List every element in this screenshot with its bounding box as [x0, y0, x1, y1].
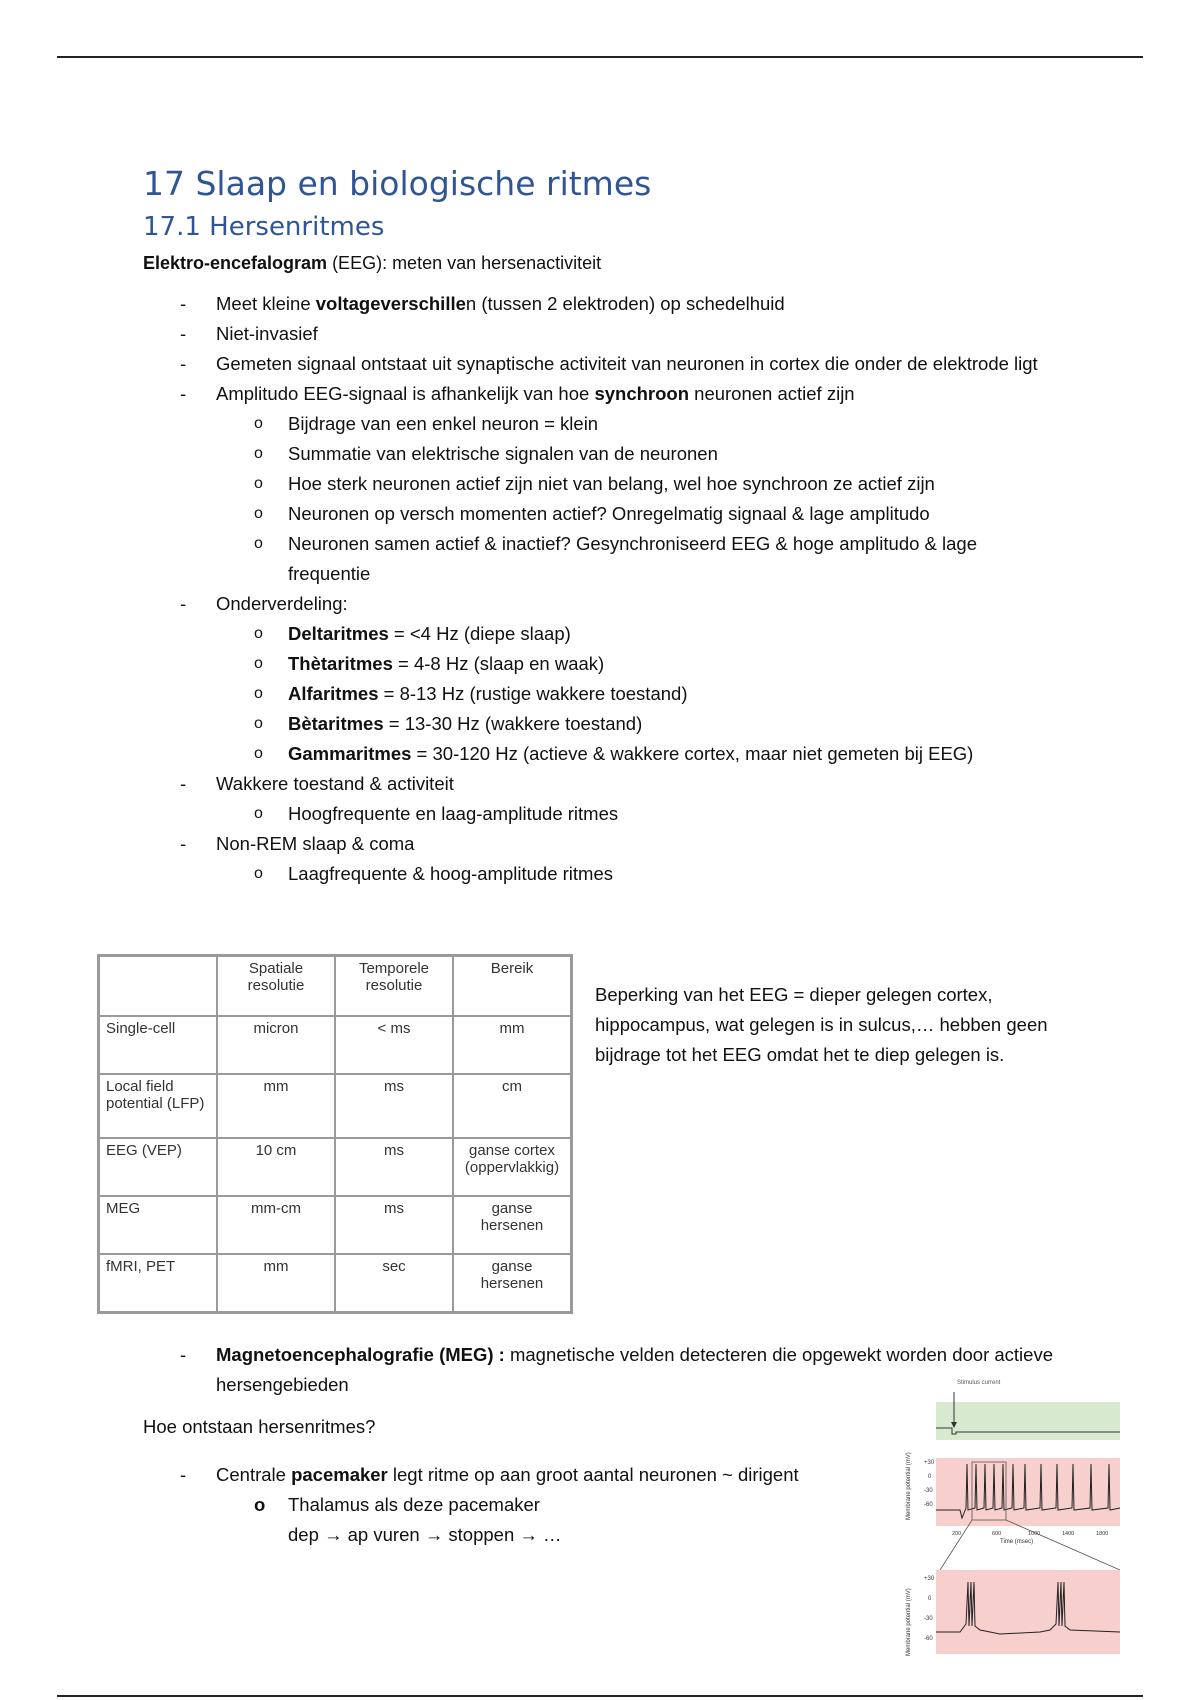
ytick: 0	[928, 1596, 932, 1602]
upper-trace-panel	[936, 1458, 1120, 1526]
ytick: -30	[924, 1488, 933, 1494]
ytick: -60	[924, 1636, 933, 1642]
xlabel: Time (msec)	[1000, 1539, 1034, 1545]
footer-rule	[57, 1695, 1143, 1697]
table-row: Local field potential (LFP) mm ms cm	[99, 1074, 572, 1138]
ytick: +30	[924, 1460, 935, 1466]
sub-item: o Bijdrage van een enkel neuron = klein	[254, 413, 599, 434]
list-item: - Wakkere toestand & activiteit o Hoogfrequente en laag-amplitude ritmes	[0, 769, 1066, 829]
xtick: 1800	[1096, 1531, 1109, 1537]
table-header: Spatiale resolutie	[217, 956, 335, 1017]
sub-item: o Thètaritmes = 4-8 Hz (slaap en waak)	[254, 653, 605, 674]
section-title: 17.1 Hersenritmes	[143, 212, 385, 242]
sub-item: o Hoe sterk neuronen actief zijn niet van belang, wel hoe synchroon ze actief zijn	[254, 473, 935, 494]
sub-item: o Alfaritmes = 8-13 Hz (rustige wakkere toestand)	[254, 683, 688, 704]
list-item: - Niet-invasief	[180, 323, 318, 344]
lower-ylabel: Membrane potential (mV)	[906, 1588, 912, 1656]
eeg-limitation-note: Beperking van het EEG = dieper gelegen cortex, hippocampus, wat gelegen is in sulcus,… hebben geen bijdrage tot het EEG omdat het te diep gelegen is.	[595, 984, 1048, 1065]
stimulus-panel	[936, 1402, 1120, 1440]
lower-trace-panel	[936, 1570, 1120, 1654]
question-line: Hoe ontstaan hersenritmes?	[143, 1416, 376, 1437]
list-item: - Onderverdeling: o Deltaritmes = <4 Hz (diepe slaap) o Thètaritmes = 4-8 Hz (slaap en waak) o Alfaritmes = 8-13 Hz (rustige wakkere toestand) o Bètaritmes = 13-30 Hz (wakkere toestand) o Gammaritmes = 30-120 Hz (actieve & wakkere cortex, maar niet gemeten bij EEG)	[0, 589, 1066, 769]
sub-item: o Gammaritmes = 30-120 Hz (actieve & wakkere cortex, maar niet gemeten bij EEG)	[254, 743, 974, 764]
stimulus-label: Stimulus current	[957, 1380, 1001, 1386]
ytick: +30	[924, 1576, 935, 1582]
resolution-table	[97, 954, 573, 1314]
list-item: - Meet kleine voltageverschillen (tussen 2 elektroden) op schedelhuid	[180, 293, 785, 314]
firing-trace-svg	[900, 1370, 1122, 1658]
sub-item: o Neuronen op versch momenten actief? Onregelmatig signaal & lage amplitudo	[254, 503, 930, 524]
xtick: 200	[952, 1531, 962, 1537]
ytick: -30	[924, 1616, 933, 1622]
table-header: Temporele resolutie	[335, 956, 453, 1017]
zoom-line-right	[1006, 1520, 1120, 1570]
list-item: - Amplitudo EEG-signaal is afhankelijk van hoe synchroon neuronen actief zijn o Bijdrage van een enkel neuron = klein o Summatie van elektrische signalen van de neuronen o Hoe sterk neuronen actief zijn niet van belang, wel hoe synchroon ze actief zijn o Neuronen op versch momenten actief? Onregelmatig signaal & lage amplitudo o Neuronen samen actief & inactief? Gesynchroniseerd EEG & hoge amplitudo & lage frequentie	[0, 379, 1066, 589]
intro-term: Elektro-encefalogram	[143, 253, 328, 273]
table-header-row	[99, 956, 572, 1017]
xtick: 1400	[1062, 1531, 1075, 1537]
table-row: MEG mm-cm ms ganse hersenen	[99, 1196, 572, 1254]
xtick: 1000	[1028, 1531, 1041, 1537]
eeg-list	[0, 289, 1066, 889]
header-rule	[57, 56, 1143, 58]
zoom-line-left	[940, 1520, 972, 1570]
sub-item: o Bètaritmes = 13-30 Hz (wakkere toestand)	[254, 713, 643, 734]
sub-item: o Laagfrequente & hoog-amplitude ritmes	[254, 863, 613, 884]
thalamic-firing-figure	[900, 1370, 1122, 1658]
ytick: -60	[924, 1502, 933, 1508]
list-item: - Magnetoencephalografie (MEG) : magnetische velden detecteren die opgewekt worden door actieve hersengebieden	[180, 1344, 1053, 1395]
ytick: 0	[928, 1474, 932, 1480]
sub-item: o Summatie van elektrische signalen van de neuronen	[254, 443, 718, 464]
pacemaker-list	[0, 1460, 856, 1550]
table-row: Single-cell micron < ms mm	[99, 1016, 572, 1074]
table-header: Bereik	[453, 956, 572, 1017]
sub-item: o Hoogfrequente en laag-amplitude ritmes	[254, 803, 619, 824]
upper-ylabel: Membrane potential (mV)	[906, 1452, 912, 1520]
sub-item: o Neuronen samen actief & inactief? Gesynchroniseerd EEG & hoge amplitudo & lage frequentie	[254, 533, 978, 584]
list-item: - Gemeten signaal ontstaat uit synaptische activiteit van neuronen in cortex die onder de elektrode ligt	[180, 353, 1038, 374]
intro-line	[143, 248, 601, 278]
list-item: - Centrale pacemaker legt ritme op aan groot aantal neuronen ~ dirigent o Thalamus als deze pacemaker dep → ap vuren → stoppen → …	[0, 1460, 856, 1550]
sub-item: o Thalamus als deze pacemaker dep → ap vuren → stoppen → …	[254, 1494, 562, 1545]
table-row: EEG (VEP) 10 cm ms ganse cortex (oppervlakkig)	[99, 1138, 572, 1196]
intro-rest: (EEG): meten van hersenactiviteit	[327, 253, 602, 273]
xtick: 600	[992, 1531, 1002, 1537]
sub-item: o Deltaritmes = <4 Hz (diepe slaap)	[254, 623, 571, 644]
list-item: - Non-REM slaap & coma o Laagfrequente & hoog-amplitude ritmes	[0, 829, 1066, 889]
table-row: fMRI, PET mm sec ganse hersenen	[99, 1254, 572, 1312]
chapter-title: 17 Slaap en biologische ritmes	[143, 164, 652, 203]
